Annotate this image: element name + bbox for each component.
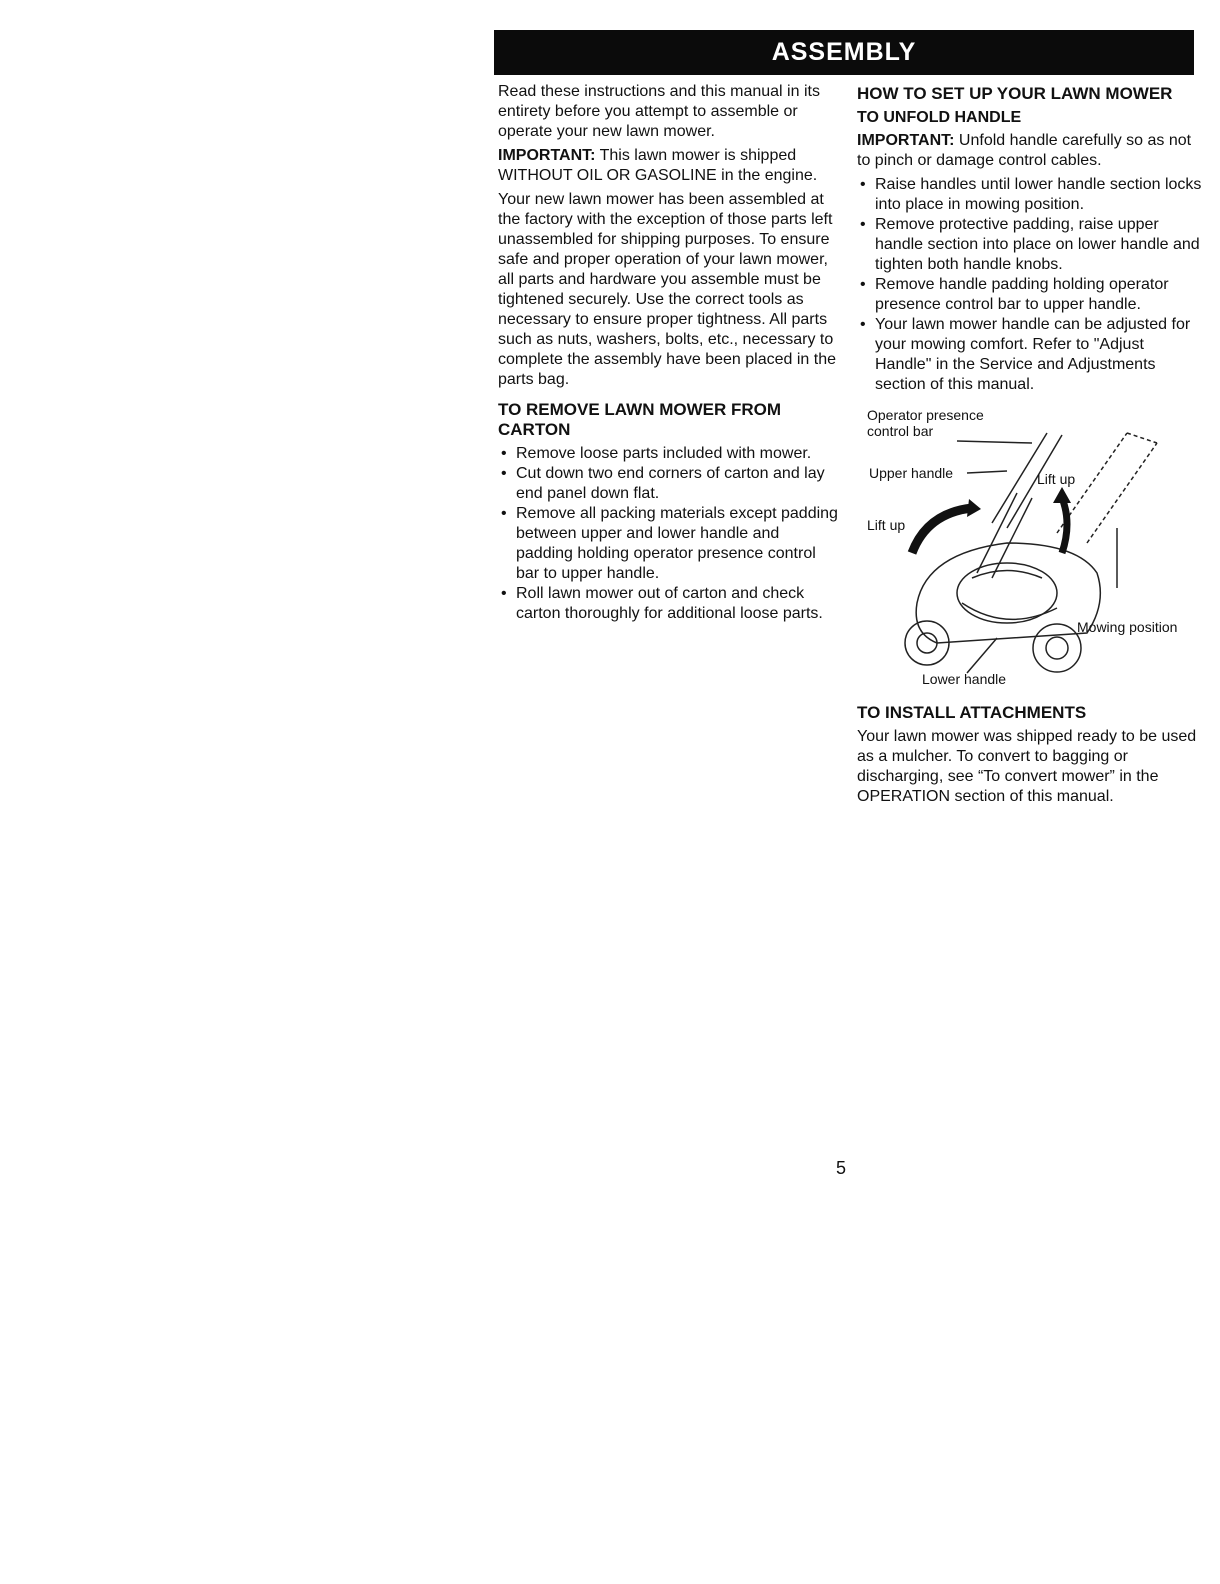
lower-handle-pointer	[967, 638, 997, 673]
list-item: • Remove loose parts included with mower.	[498, 444, 838, 464]
upper-handle-pointer	[967, 471, 1007, 473]
setup-heading: HOW TO SET UP YOUR LAWN MOWER	[857, 84, 1173, 103]
engine-detail	[972, 571, 1042, 579]
section-banner: ASSEMBLY	[494, 30, 1194, 75]
lift-up-left-label: Lift up	[867, 517, 906, 533]
list-item: • Remove protective padding, raise upper handle section into place on lower handle and tighten both handle knobs.	[857, 215, 1202, 275]
right-column	[857, 84, 1202, 811]
lawn-mower-figure	[857, 403, 1202, 693]
lift-up-arrow-left	[912, 508, 972, 553]
lower-handle-line-2	[992, 498, 1032, 578]
important-note	[498, 146, 838, 186]
operator-presence-label: Operator presence	[867, 407, 984, 423]
important-text: This lawn mower is shipped WITHOUT OIL OR GASOLINE in the engine.	[498, 147, 818, 184]
important-text: Unfold handle carefully so as not to pinch or damage control cables.	[857, 132, 1192, 169]
remove-from-carton-heading: TO REMOVE LAWN MOWER FROM CARTON	[498, 400, 782, 439]
lower-handle-line	[977, 493, 1017, 573]
front-hub	[917, 633, 937, 653]
remove-from-carton-list	[498, 444, 838, 624]
list-item: • Your lawn mower handle can be adjusted for your mowing comfort. Refer to "Adjust Handle" in the Service and Adjustments section of this manual.	[857, 315, 1202, 395]
intro-paragraph: Read these instructions and this manual in its entirety before you attempt to assemble or operate your new lawn mower.	[498, 83, 820, 140]
install-attachments-text: Your lawn mower was shipped ready to be used as a mulcher. To convert to bagging or discharging, see “To convert mower” in the OPERATION section of this manual.	[857, 728, 1197, 805]
unfold-handle-heading: TO UNFOLD HANDLE	[857, 109, 1022, 126]
control-bar-label: control bar	[867, 423, 934, 439]
upper-handle-label: Upper handle	[869, 465, 954, 481]
list-item: • Roll lawn mower out of carton and check carton thoroughly for additional loose parts.	[498, 584, 838, 624]
mowing-position-label: Mowing position	[1077, 619, 1178, 635]
lift-up-arrowhead-right	[1053, 487, 1071, 503]
list-item: • Remove handle padding holding operator presence control bar to upper handle.	[857, 275, 1202, 315]
mowing-position-bar	[1127, 433, 1157, 443]
left-column	[498, 82, 838, 624]
assembly-paragraph: Your new lawn mower has been assembled at the factory with the exception of those parts left unassembled for shipping purposes. To ensure safe and proper operation of your lawn mower, all parts and hardware you assemble must be tightened securely. Use the correct tools as necessary to ensure proper tightness. All parts such as nuts, washers, bolts, etc., necessary to complete the assembly have been placed in the parts bag.	[498, 191, 836, 388]
lawn-mower-illustration	[857, 403, 1202, 693]
page-number: 5	[836, 1158, 847, 1178]
rear-wheel	[1033, 624, 1081, 672]
important-label: IMPORTANT:	[498, 147, 596, 164]
list-item: • Remove all packing materials except padding between upper and lower handle and padding holding operator presence control bar to upper handle.	[498, 504, 838, 584]
lift-up-arrowhead-left	[967, 499, 981, 517]
important-label: IMPORTANT:	[857, 132, 955, 149]
operator-presence-pointer	[957, 441, 1032, 443]
unfold-important-note	[857, 131, 1202, 171]
list-item: • Raise handles until lower handle section locks into place in mowing position.	[857, 175, 1202, 215]
rear-hub	[1046, 637, 1068, 659]
lift-up-right-label: Lift up	[1037, 471, 1076, 487]
list-item: • Cut down two end corners of carton and lay end panel down flat.	[498, 464, 838, 504]
install-attachments-heading: TO INSTALL ATTACHMENTS	[857, 703, 1087, 722]
mowing-position-handle-2	[1087, 443, 1157, 543]
unfold-handle-list	[857, 175, 1202, 395]
lower-handle-label: Lower handle	[922, 671, 1007, 687]
